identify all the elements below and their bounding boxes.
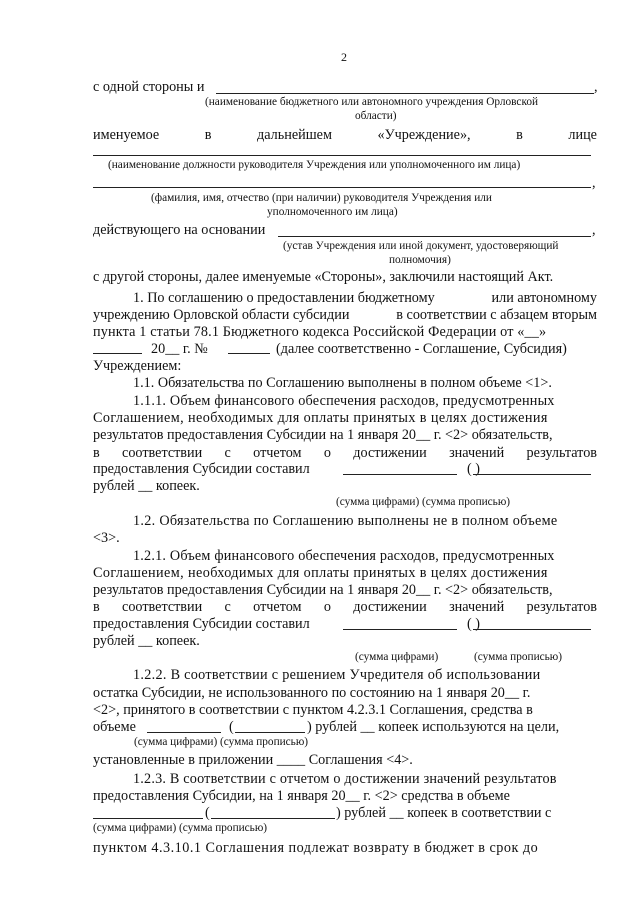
p1-line-a xyxy=(133,290,597,306)
text: учреждению Орловской области субсидии xyxy=(93,307,350,323)
p1-abbrev: (далее соответственно - Соглашение, Субсидия) xyxy=(276,341,567,357)
p12-b: <3>. xyxy=(93,530,120,546)
comma: , xyxy=(592,175,596,191)
word: значений xyxy=(449,445,505,461)
p121-e: предоставления Субсидии составил xyxy=(93,616,310,632)
word: в xyxy=(516,127,523,143)
p121-f: рублей __ копеек. xyxy=(93,633,200,649)
p111-caption: (сумма цифрами) (сумма прописью) xyxy=(336,496,511,508)
comma: , xyxy=(592,222,596,238)
p123-b: предоставления Субсидии, на 1 января 20__ г. <2> средства в объеме xyxy=(93,788,510,804)
word: о xyxy=(323,445,331,461)
party-one-label: с одной стороны и xyxy=(93,79,205,95)
p122-b: остатка Субсидии, не использованного по состоянию на 1 января 20__ г. xyxy=(93,685,531,701)
institution-name-caption-2: области) xyxy=(355,110,397,122)
word: в xyxy=(204,127,212,143)
word: соответствии xyxy=(122,599,203,615)
p123-c-open: ( xyxy=(205,805,210,821)
institution-name-blank xyxy=(216,93,594,94)
position-blank xyxy=(93,155,591,156)
p111-b: Соглашением, необходимых для оплаты принятых в целях достижения xyxy=(93,410,548,426)
word: отчетом xyxy=(253,445,302,461)
p121-c: результатов предоставления Субсидии на 1 января 20__ г. <2> обязательств, xyxy=(93,582,553,598)
p1-date: 20__ г. № xyxy=(151,341,208,357)
text: 1. По соглашению о предоставлении бюджетному xyxy=(133,290,435,306)
institution-name-caption: (наименование бюджетного или автономного учреждения Орловской xyxy=(205,96,539,108)
p123-a: 1.2.3. В соответствии с отчетом о достижении значений результатов xyxy=(133,771,557,787)
word: в xyxy=(93,445,100,461)
p111-c: результатов предоставления Субсидии на 1 января 20__ г. <2> обязательств, xyxy=(93,427,553,443)
word: отчетом xyxy=(253,599,302,615)
fio-blank xyxy=(93,187,591,188)
sum-words-blank xyxy=(473,474,591,475)
word: с xyxy=(224,599,231,615)
basis-blank xyxy=(278,236,591,237)
p121-a: 1.2.1. Объем финансового обеспечения расходов, предусмотренных xyxy=(133,548,555,564)
word: в xyxy=(93,599,100,615)
p11: 1.1. Обязательства по Соглашению выполнены в полном объеме <1>. xyxy=(133,375,552,391)
fio-caption: (фамилия, имя, отчество (при наличии) руководителя Учреждения или xyxy=(151,192,492,204)
p121-caption-a: (сумма цифрами) xyxy=(355,651,439,663)
return-digits-blank xyxy=(93,818,203,819)
word: достижении xyxy=(353,599,427,615)
text: в соответствии с абзацем вторым xyxy=(396,307,597,323)
named-line xyxy=(93,127,597,143)
p1-line-c: пункта 1 статьи 78.1 Бюджетного кодекса Российской Федерации от «__» xyxy=(93,324,547,340)
basis-label: действующего на основании xyxy=(93,222,266,238)
p122-d-label: объеме xyxy=(93,719,136,735)
amount-words-blank xyxy=(235,732,305,733)
basis-caption: (устав Учреждения или иной документ, удостоверяющий xyxy=(283,240,559,252)
p122-a: 1.2.2. В соответствии с решением Учредителя об использовании xyxy=(133,667,541,683)
amount-digits-blank xyxy=(147,732,221,733)
p1-line-e: Учреждением: xyxy=(93,358,182,374)
word: соответствии xyxy=(122,445,203,461)
p121-paren: ( ) xyxy=(467,616,480,632)
word: результатов xyxy=(526,445,597,461)
word: «Учреждение», xyxy=(377,127,471,143)
p111-f: рублей __ копеек. xyxy=(93,478,200,494)
p121-d xyxy=(93,599,597,615)
text: или автономному xyxy=(491,290,597,306)
p111-a: 1.1.1. Объем финансового обеспечения расходов, предусмотренных xyxy=(133,393,555,409)
parties-statement: с другой стороны, далее именуемые «Стороны», заключили настоящий Акт. xyxy=(93,269,554,285)
return-words-blank xyxy=(211,818,335,819)
page-number: 2 xyxy=(341,50,347,64)
p122-d-open: ( xyxy=(229,719,234,735)
basis-caption-2: полномочия) xyxy=(389,254,451,266)
number-blank xyxy=(228,353,270,354)
word: результатов xyxy=(526,599,597,615)
p121-b: Соглашением, необходимых для оплаты принятых в целях достижения xyxy=(93,565,548,581)
p123-caption: (сумма цифрами) (сумма прописью) xyxy=(93,822,268,834)
word: именуемое xyxy=(93,127,160,143)
date-blank xyxy=(93,353,142,354)
fio-caption-2: уполномоченного им лица) xyxy=(267,206,398,218)
p1-line-b xyxy=(93,307,597,323)
p111-paren: ( ) xyxy=(467,461,480,477)
p122-e: установленные в приложении ____ Соглашения <4>. xyxy=(93,752,413,768)
p122-d-rest: ) рублей __ копеек используются на цели, xyxy=(307,719,560,735)
p111-e: предоставления Субсидии составил xyxy=(93,461,310,477)
word: лице xyxy=(568,127,597,143)
p122-c: <2>, принятого в соответствии с пунктом 4.2.3.1 Соглашения, средства в xyxy=(93,702,533,718)
comma: , xyxy=(594,79,598,95)
p123-c-rest: ) рублей __ копеек в соответствии с xyxy=(336,805,552,821)
word: с xyxy=(224,445,231,461)
sum-digits-blank xyxy=(343,474,457,475)
word: достижении xyxy=(353,445,427,461)
p121-caption-b: (сумма прописью) xyxy=(474,651,562,663)
word: дальнейшем xyxy=(257,127,332,143)
word: о xyxy=(323,599,331,615)
p123-d: пунктом 4.3.10.1 Соглашения подлежат возврату в бюджет в срок до xyxy=(93,840,539,856)
position-caption: (наименование должности руководителя Учреждения или уполномоченного им лица) xyxy=(108,159,521,171)
p111-d xyxy=(93,445,597,461)
p12-a: 1.2. Обязательства по Соглашению выполнены не в полном объеме xyxy=(133,513,558,529)
sum-digits-blank-2 xyxy=(343,629,457,630)
p122-caption: (сумма цифрами) (сумма прописью) xyxy=(134,736,309,748)
sum-words-blank-2 xyxy=(473,629,591,630)
word: значений xyxy=(449,599,505,615)
